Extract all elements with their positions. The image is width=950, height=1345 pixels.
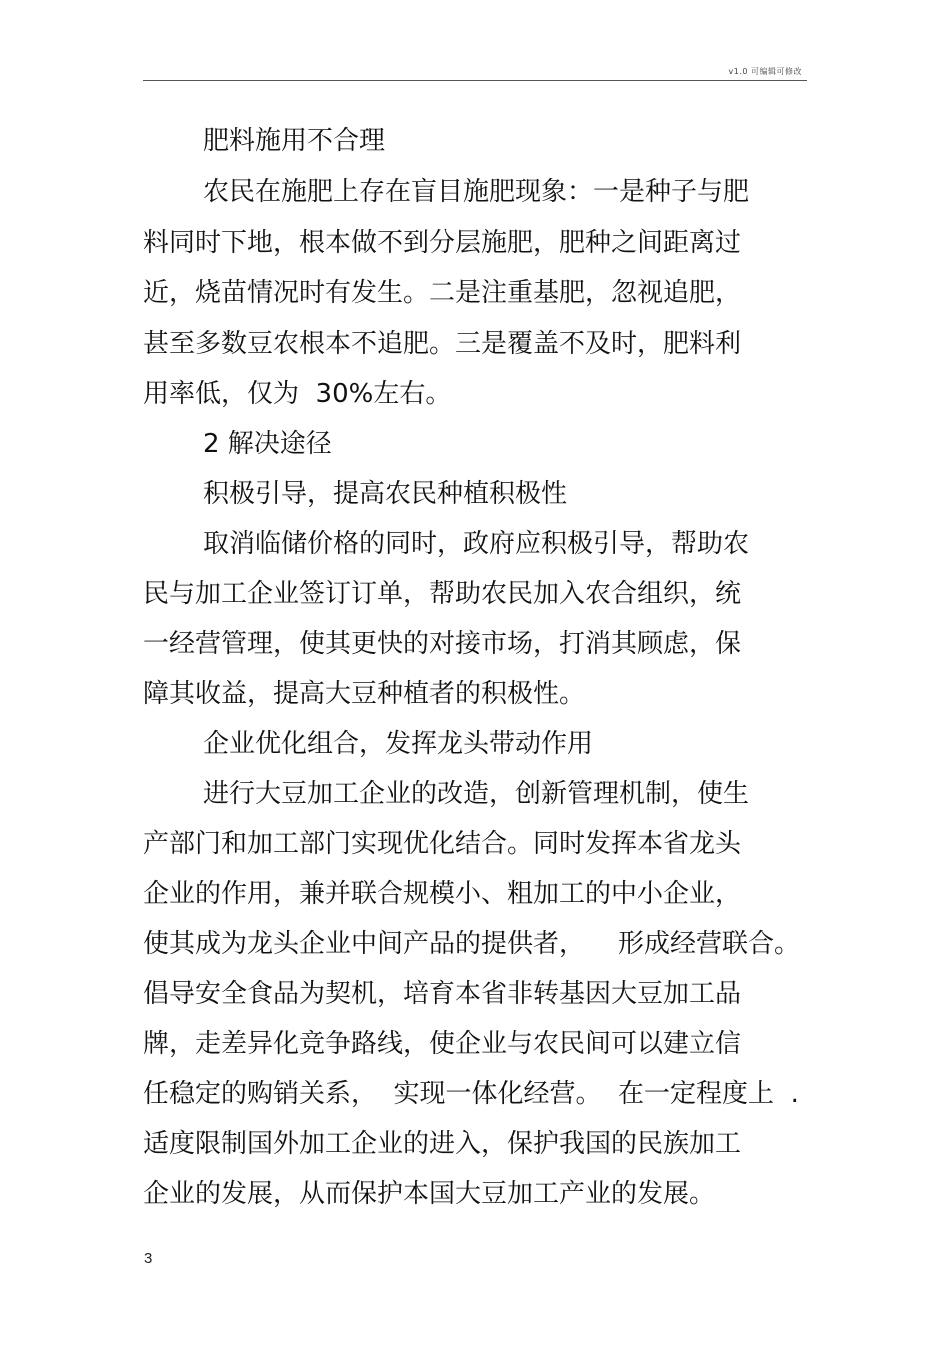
paragraph-line: 一经营管理，使其更快的对接市场，打消其顾虑，保: [143, 629, 742, 659]
paragraph-line: 用率低，仅为 30%左右。: [143, 379, 452, 409]
paragraph-line: 企业的发展，从而保护本国大豆加工产业的发展。: [143, 1179, 716, 1209]
paragraph-line: 企业的作用，兼并联合规模小、粗加工的中小企业，: [143, 879, 742, 909]
section-heading-fertilizer: 肥料施用不合理: [203, 126, 386, 156]
paragraph-line: 任稳定的购销关系， 实现一体化经营。 在一定程度上 .: [143, 1079, 799, 1109]
header-note: v1.0 可编辑可修改: [728, 67, 802, 76]
paragraph-line: 牌，走差异化竞争路线，使企业与农民间可以建立信: [143, 1029, 742, 1059]
paragraph-line: 民与加工企业签订订单，帮助农民加入农合组织，统: [143, 579, 742, 609]
subsection-heading-enterprise: 企业优化组合，发挥龙头带动作用: [203, 729, 594, 759]
paragraph-line: 甚至多数豆农根本不追肥。三是覆盖不及时，肥料利: [143, 329, 742, 359]
paragraph-line: 产部门和加工部门实现优化结合。同时发挥本省龙头: [143, 829, 742, 859]
paragraph-line: 障其收益，提高大豆种植者的积极性。: [143, 679, 586, 709]
paragraph-line: 近，烧苗情况时有发生。二是注重基肥，忽视追肥，: [143, 278, 742, 308]
paragraph-line: 料同时下地，根本做不到分层施肥，肥种之间距离过: [143, 228, 742, 258]
section-heading-solutions: 2 解决途径: [203, 429, 332, 459]
paragraph-line: 倡导安全食品为契机，培育本省非转基因大豆加工品: [143, 979, 742, 1009]
page-number: 3: [144, 1250, 153, 1267]
paragraph-line: 取消临储价格的同时，政府应积极引导，帮助农: [203, 529, 750, 559]
paragraph-line: 使其成为龙头企业中间产品的提供者， 形成经营联合。: [143, 929, 801, 959]
paragraph-line: 适度限制国外加工企业的进入，保护我国的民族加工: [143, 1129, 742, 1159]
paragraph-line: 进行大豆加工企业的改造，创新管理机制，使生: [203, 779, 750, 809]
paragraph-line: 农民在施肥上存在盲目施肥现象：一是种子与肥: [203, 177, 750, 207]
header-rule: [143, 80, 807, 81]
subsection-heading-guidance: 积极引导，提高农民种植积极性: [203, 479, 568, 509]
